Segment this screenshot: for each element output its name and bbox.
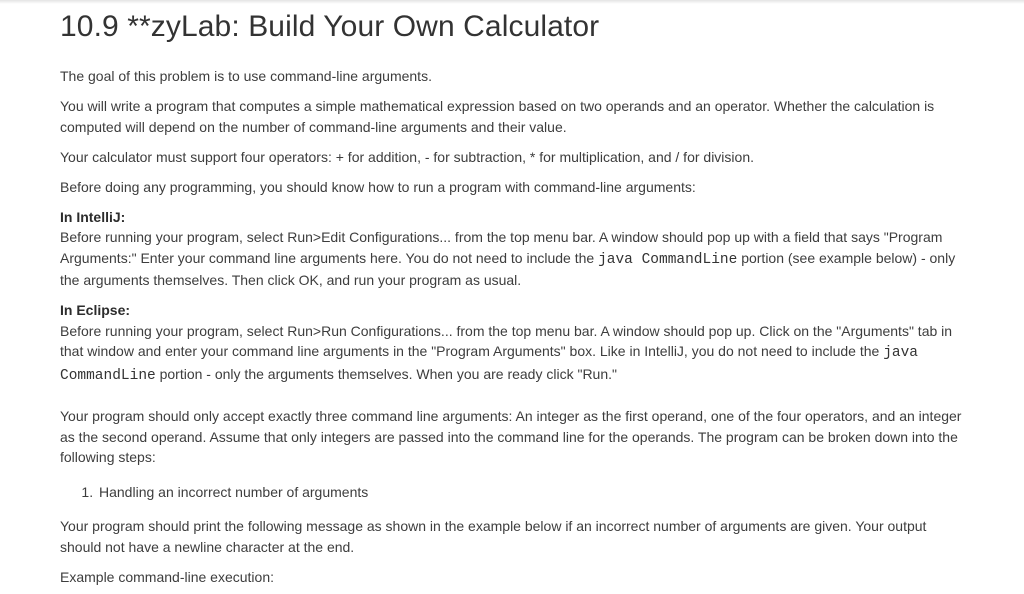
top-shadow <box>0 0 1024 4</box>
steps-list <box>60 482 962 503</box>
eclipse-section <box>60 300 962 386</box>
section-spacer <box>60 386 962 406</box>
eclipse-code: java CommandLine <box>60 345 918 384</box>
lab-instructions <box>60 66 962 594</box>
eclipse-heading: In Eclipse: <box>60 302 131 318</box>
intellij-text-before: Before running your program, select Run>Edit Configurations... from the top menu bar. A window should pop up with a field that says "Program Arguments:" Enter your command line arguments here. You do not need to include the <box>60 229 943 266</box>
arguments-paragraph: Your program should only accept exactly three command line arguments: An integer as the first operand, one of the four operators, and an integer as the second operand. Assume that only integers are passed into the command line for the operands. The program can be broken down into the following steps: <box>60 408 962 465</box>
incorrect-args-paragraph: Your program should print the following message as shown in the example below if an incorrect number of arguments are given. Your output should not have a newline character at the end. <box>60 518 927 555</box>
intellij-heading: In IntelliJ: <box>60 208 126 225</box>
intellij-code: java CommandLine <box>598 251 738 268</box>
intro-paragraph: The goal of this problem is to use command-line arguments. <box>60 68 432 84</box>
intellij-text-after: portion (see example below) - only the arguments themselves. Then click OK, and run your program as usual. <box>60 249 956 288</box>
eclipse-text-before: Before running your program, select Run>Run Configurations... from the top menu bar. A window should pop up. Click on the "Arguments" tab in that window and enter your command line arguments in the "Program Arguments" box. Like in IntelliJ, you do not need to include the <box>60 322 953 359</box>
example-label: Example command-line execution: <box>60 568 274 585</box>
page-title: 10.9 **zyLab: Build Your Own Calculator <box>60 10 600 43</box>
before-programming-paragraph: Before doing any programming, you should know how to run a program with command-line arguments: <box>60 178 696 195</box>
eclipse-text-after: portion - only the arguments themselves. When you are ready click "Run." <box>155 365 617 382</box>
operators-paragraph: Your calculator must support four operators: + for addition, - for subtraction, * for multiplication, and / for division. <box>60 148 754 165</box>
intellij-section <box>60 207 962 291</box>
list-item: 1. Handling an incorrect number of arguments <box>97 482 962 503</box>
program-description-paragraph: You will write a program that computes a simple mathematical expression based on two operands and an operator. Whether the calculation is computed will depend on the number of command-line arguments and their value. <box>60 98 935 135</box>
